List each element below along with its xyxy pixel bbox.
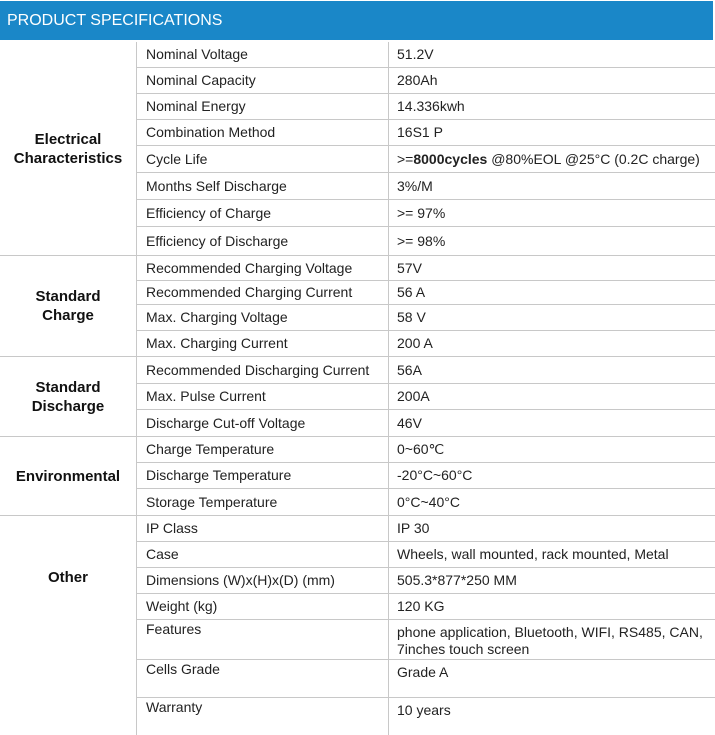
param-label: Discharge Temperature [146,467,292,483]
param-discharge-temperature [136,463,388,489]
value-text: IP 30 [397,520,430,536]
value-text: 280Ah [397,72,438,88]
group-other [0,516,136,735]
param-label: Charge Temperature [146,441,275,457]
value-text: Grade A [397,664,449,680]
param-label: Nominal Energy [146,98,246,114]
value-text: 57V [397,259,422,276]
value-charge-temperature [388,437,715,463]
value-efficiency-of-charge [388,200,715,227]
param-label: Case [146,546,179,562]
param-label: Max. Charging Voltage [146,309,288,325]
value-text: Wheels, wall mounted, rack mounted, Metal [397,546,669,562]
param-label: Combination Method [146,124,276,140]
value-text: phone application, Bluetooth, WIFI, RS485, CAN, 7inches touch screen [397,624,703,657]
value-cycle-life [388,146,715,173]
group-label: Electrical Characteristics [13,130,123,167]
value-text: 56 A [397,284,426,300]
param-weight [136,594,388,620]
group-electrical-characteristics [0,42,136,256]
value-recommended-charging-current [388,281,715,305]
value-ip-class [388,516,715,542]
value-text: 505.3*877*250 MM [397,572,517,588]
param-label: Recommended Discharging Current [146,361,370,378]
value-recommended-discharging-current [388,357,715,384]
group-standard-charge [0,256,136,357]
param-label: Months Self Discharge [146,177,287,194]
param-label: Features [146,621,202,637]
value-storage-temperature [388,489,715,516]
group-label: Other [47,569,88,586]
value-max-pulse-current [388,384,715,410]
param-charge-temperature [136,437,388,463]
param-label: Recommended Charging Current [146,284,353,300]
param-label: Weight (kg) [146,598,218,614]
value-combination-method [388,120,715,146]
value-text: -20°C~60°C [397,467,473,483]
param-nominal-voltage [136,42,388,68]
value-features [388,620,715,660]
group-standard-discharge [0,357,136,437]
value-text: 200A [397,388,430,404]
page-title: PRODUCT SPECIFICATIONS [7,12,223,29]
value-text: 56A [397,361,422,378]
param-dimensions [136,568,388,594]
spec-table [0,42,715,735]
page-header [0,1,713,40]
value-text: 200 A [397,335,433,351]
group-label: Standard Charge [35,288,101,324]
value-recommended-charging-voltage [388,256,715,281]
param-label: IP Class [146,520,198,536]
param-nominal-capacity [136,68,388,94]
value-discharge-cutoff-voltage [388,410,715,437]
param-nominal-energy [136,94,388,120]
param-max-pulse-current [136,384,388,410]
value-text: 0~60℃ [397,441,445,457]
param-label: Cells Grade [146,661,220,677]
value-case [388,542,715,568]
value-efficiency-of-discharge [388,227,715,256]
param-label: Nominal Capacity [146,72,256,88]
value-nominal-energy [388,94,715,120]
param-features [136,620,388,660]
param-recommended-charging-current [136,281,388,305]
param-label: Storage Temperature [146,493,278,510]
value-months-self-discharge [388,173,715,200]
param-ip-class [136,516,388,542]
value-text: 0°C~40°C [397,493,460,510]
value-text: 120 KG [397,598,445,614]
value-dimensions [388,568,715,594]
value-text [397,151,700,168]
value-emphasis: 8000cycles [413,150,488,167]
value-warranty [388,698,715,735]
param-cells-grade [136,660,388,698]
value-prefix: >= [397,150,414,167]
param-cycle-life [136,146,388,173]
param-discharge-cutoff-voltage [136,410,388,437]
value-text: >= 97% [397,204,446,221]
value-text: 51.2V [397,46,434,62]
param-label: Recommended Charging Voltage [146,259,353,276]
group-label: Environmental [15,467,121,485]
param-months-self-discharge [136,173,388,200]
group-environmental [0,437,136,516]
param-combination-method [136,120,388,146]
value-weight [388,594,715,620]
group-label: Standard Discharge [31,378,105,415]
param-label: Dimensions (W)x(H)x(D) (mm) [146,572,335,588]
value-text: 58 V [397,309,426,325]
value-text: 46V [397,414,422,431]
param-efficiency-of-charge [136,200,388,227]
value-nominal-capacity [388,68,715,94]
value-text: 10 years [397,702,451,718]
param-label: Discharge Cut-off Voltage [146,414,306,431]
value-max-charging-current [388,331,715,357]
param-efficiency-of-discharge [136,227,388,256]
value-max-charging-voltage [388,305,715,331]
param-label: Cycle Life [146,150,208,167]
param-max-charging-voltage [136,305,388,331]
value-discharge-temperature [388,463,715,489]
param-label: Max. Charging Current [146,335,288,351]
param-storage-temperature [136,489,388,516]
param-recommended-discharging-current [136,357,388,384]
param-label: Efficiency of Charge [146,204,272,221]
param-label: Nominal Voltage [146,46,248,62]
param-recommended-charging-voltage [136,256,388,281]
param-label: Max. Pulse Current [146,388,266,404]
value-text: 16S1 P [397,124,443,140]
value-text: 14.336kwh [397,98,465,114]
param-max-charging-current [136,331,388,357]
param-case [136,542,388,568]
value-suffix: @80%EOL @25°C (0.2C charge) [487,150,700,167]
param-label: Efficiency of Discharge [146,232,289,249]
value-nominal-voltage [388,42,715,68]
param-warranty [136,698,388,735]
param-label: Warranty [146,699,203,715]
value-cells-grade [388,660,715,698]
value-text: >= 98% [397,232,446,249]
value-text: 3%/M [397,177,433,194]
